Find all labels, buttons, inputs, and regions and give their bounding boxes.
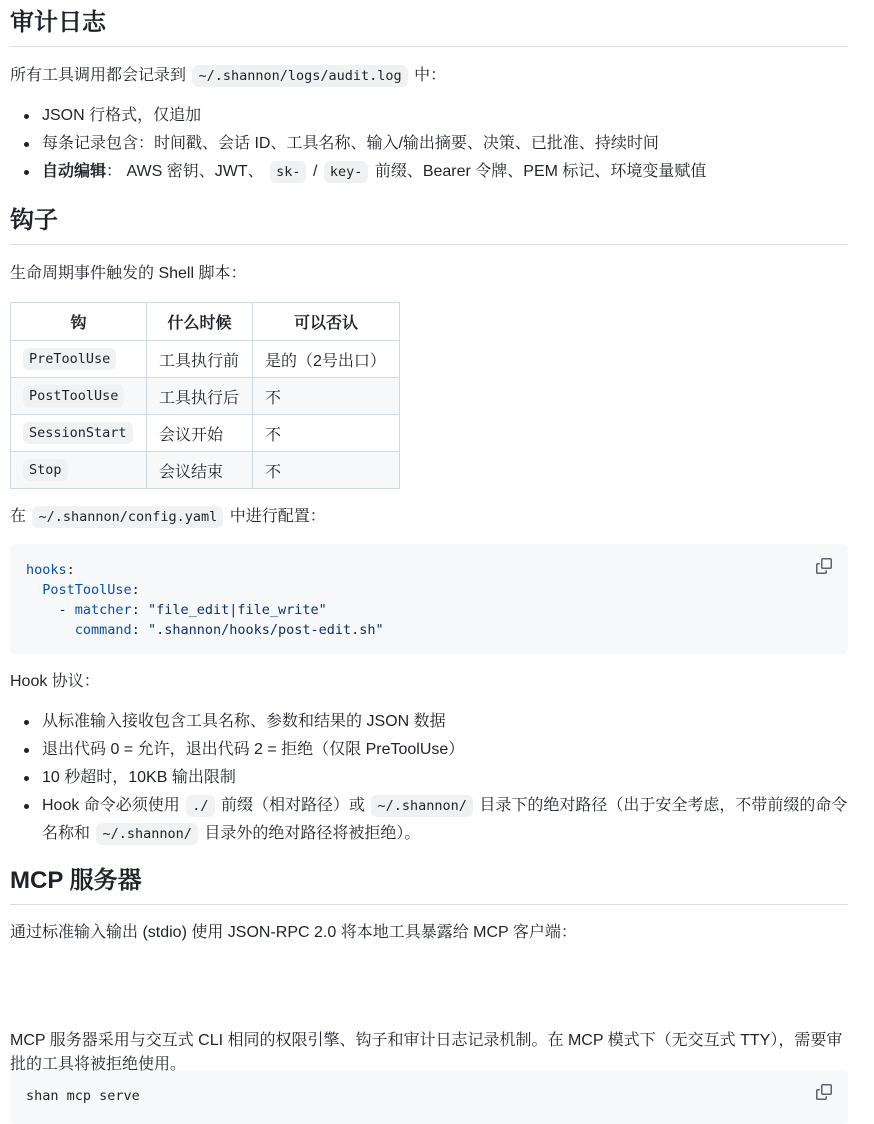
protocol-exit-codes: 退出代码 0 = 允许，退出代码 2 = 拒绝（仅限 PreToolUse） — [42, 741, 465, 758]
yaml-code-block — [10, 544, 848, 654]
list-item — [42, 132, 874, 160]
table-cell-hook — [11, 341, 147, 378]
table-row — [11, 452, 400, 489]
hook-name-code: PreToolUse — [23, 348, 116, 370]
table-row — [11, 341, 400, 378]
config-prefix: 在 — [10, 508, 27, 525]
markdown-content — [10, 0, 848, 1104]
table-header-deny: 可以否认 — [253, 303, 400, 341]
table-cell-hook — [11, 452, 147, 489]
copy-icon — [816, 558, 832, 574]
audit-intro-prefix: 所有工具调用都会记录到 — [10, 67, 187, 84]
mcp-command-block — [10, 1070, 848, 1124]
list-item — [42, 794, 874, 850]
mcp-intro: 通过标准输入输出 (stdio) 使用 JSON-RPC 2.0 将本地工具暴露给 MCP 客户端： — [10, 924, 577, 941]
key-prefix-code: key- — [324, 161, 369, 183]
hooks-intro: 生命周期事件触发的 Shell 脚本： — [10, 265, 247, 282]
mcp-outro-line1: MCP 服务器采用与交互式 CLI 相同的权限引擎、钩子和审计日志记录机制。在 MCP 模式下（无交互式 TTY），需要审 — [10, 1032, 843, 1049]
audit-bullet-redact-label: 自动编辑 — [42, 163, 107, 180]
hooks-table-wrapper — [10, 302, 400, 489]
yaml-key-posttooluse: PostToolUse — [42, 582, 132, 598]
list-item — [42, 766, 874, 794]
yaml-code: hooks: PostToolUse: - matcher: "file_edit|file_write" command: ".shannon/hooks/post-edit.sh" — [26, 562, 384, 638]
table-cell-deny: 不 — [253, 452, 400, 489]
list-item — [42, 160, 874, 188]
config-suffix: 中进行配置： — [229, 508, 326, 525]
table-header-row — [11, 303, 400, 341]
yaml-key-hooks: hooks — [26, 562, 67, 578]
table-cell-hook — [11, 378, 147, 415]
yaml-value-command: ".shannon/hooks/post-edit.sh" — [147, 622, 384, 638]
table-cell-when: 工具执行前 — [147, 341, 253, 378]
yaml-key-command: command — [74, 622, 132, 638]
hook-protocol-title: Hook 协议： — [10, 673, 100, 690]
table-cell-when: 会议开始 — [147, 415, 253, 452]
hook-protocol-list — [10, 710, 874, 850]
audit-intro-suffix: 中： — [414, 67, 447, 84]
protocol-stdin: 从标准输入接收包含工具名称、参数和结果的 JSON 数据 — [42, 713, 446, 730]
mcp-outro — [10, 1029, 848, 1077]
table-header-when: 什么时候 — [147, 303, 253, 341]
protocol-path-line1 — [42, 794, 874, 822]
audit-bullet-fields: 每条记录包含：时间戳、会话 ID、工具名称、输入/输出摘要、决策、已批准、持续时间 — [42, 135, 659, 152]
audit-bullet-redact-text: ： AWS 密钥、JWT、 — [106, 163, 264, 180]
audit-log-heading: 审计日志 — [10, 8, 848, 47]
protocol-path-text-b: 前缀（相对路径）或 — [220, 797, 365, 814]
protocol-path-line2 — [42, 822, 874, 850]
hooks-table — [10, 302, 400, 489]
table-cell-deny: 不 — [253, 415, 400, 452]
protocol-limits: 10 秒超时，10KB 输出限制 — [42, 769, 236, 786]
table-cell-deny: 不 — [253, 378, 400, 415]
mcp-command-code: shan mcp serve — [26, 1088, 140, 1104]
protocol-path-text-d: 名称和 — [42, 825, 91, 842]
protocol-path-text-e: 目录外的绝对路径将被拒绝）。 — [204, 825, 421, 842]
hook-name-code: SessionStart — [23, 422, 133, 444]
audit-log-intro — [10, 64, 848, 88]
shannon-dir-code: ~/.shannon/ — [371, 795, 472, 817]
mcp-outro-line2: 批的工具将被拒绝使用。 — [10, 1056, 187, 1073]
config-intro — [10, 505, 848, 529]
table-cell-when: 工具执行后 — [147, 378, 253, 415]
audit-log-path-code: ~/.shannon/logs/audit.log — [192, 65, 407, 87]
table-row — [11, 415, 400, 452]
audit-log-list — [10, 104, 874, 188]
yaml-value-matcher: "file_edit|file_write" — [147, 602, 327, 618]
table-header-hook: 钩 — [11, 303, 147, 341]
hook-name-code: PostToolUse — [23, 385, 124, 407]
table-cell-hook — [11, 415, 147, 452]
sk-prefix-code: sk- — [270, 161, 306, 183]
mcp-server-heading: MCP 服务器 — [10, 866, 848, 905]
copy-icon[interactable] — [816, 1084, 832, 1100]
relative-prefix-code: ./ — [186, 795, 214, 817]
list-item — [42, 710, 874, 738]
yaml-key-matcher: matcher — [74, 602, 132, 618]
list-item — [42, 738, 874, 766]
hook-name-code: Stop — [23, 459, 68, 481]
audit-bullet-format: JSON 行格式，仅追加 — [42, 107, 202, 124]
copy-icon[interactable] — [816, 558, 832, 574]
table-cell-when: 会议结束 — [147, 452, 253, 489]
protocol-path-text-c: 目录下的绝对路径（出于安全考虑，不带前缀的命令 — [479, 797, 848, 814]
hooks-heading: 钩子 — [10, 206, 848, 245]
shannon-dir-code: ~/.shannon/ — [96, 823, 197, 845]
config-path-code: ~/.shannon/config.yaml — [32, 506, 223, 528]
protocol-path-text-a: Hook 命令必须使用 — [42, 797, 180, 814]
audit-bullet-redact-rest: 前缀、Bearer 令牌、PEM 标记、环境变量赋值 — [374, 163, 707, 180]
list-item — [42, 104, 874, 132]
table-cell-deny: 是的（2号出口） — [253, 341, 400, 378]
prefix-separator: / — [312, 163, 318, 180]
copy-icon — [816, 1084, 832, 1100]
table-row — [11, 378, 400, 415]
